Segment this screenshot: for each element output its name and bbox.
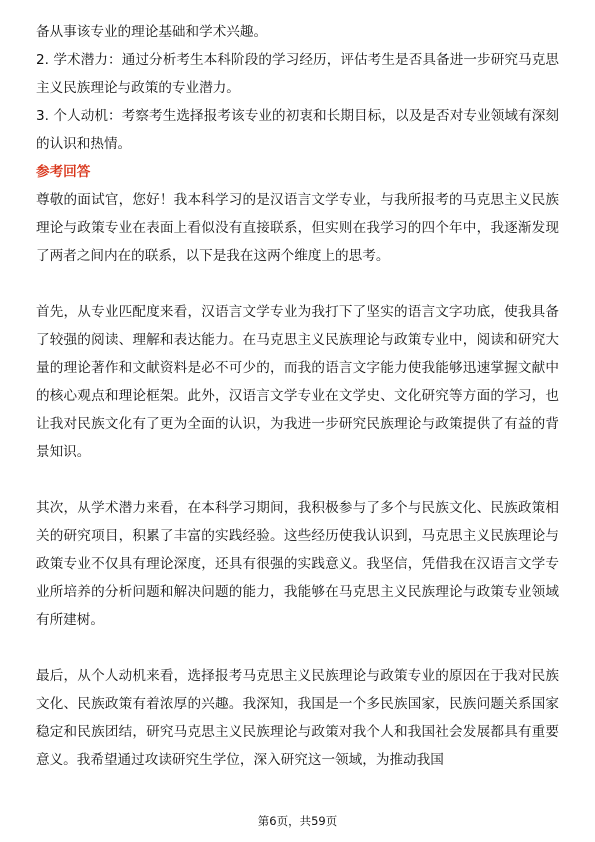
continued-line: 备从事该专业的理论基础和学术兴趣。 bbox=[36, 24, 268, 40]
list-item-academic-potential: 2. 学术潜力：通过分析考生本科阶段的学习经历，评估考生是否具备进一步研究马克思主义民族理论与政策的专业潜力。 bbox=[36, 52, 559, 96]
answer-paragraph-greeting: 尊敬的面试官，您好！我本科学习的是汉语言文学专业，与我所报考的马克思主义民族理论与政策专业在表面上看似没有直接联系，但实则在我学习的四个年中，我逐渐发现了两者之间内在的联系，以下是我在这两个维度上的思考。 bbox=[36, 192, 559, 264]
page-number-footer: 第6页，共59页 bbox=[257, 814, 338, 828]
list-item-personal-motivation: 3. 个人动机：考察考生选择报考该专业的初衷和长期目标，以及是否对专业领域有深刻的认识和热情。 bbox=[36, 108, 559, 152]
document-page bbox=[36, 18, 559, 774]
answer-paragraph-personal-motivation: 最后，从个人动机来看，选择报考马克思主义民族理论与政策专业的原因在于我对民族文化、民族政策有着浓厚的兴趣。我深知，我国是一个多民族国家，民族问题关系国家稳定和民族团结，研究马克思主义民族理论与政策对我个人和我国社会发展都具有重要意义。我希望通过攻读研究生学位，深入研究这一领域，为推动我国 bbox=[36, 668, 559, 768]
reference-answer-heading: 参考回答 bbox=[36, 164, 91, 180]
answer-paragraph-major-match: 首先，从专业匹配度来看，汉语言文学专业为我打下了坚实的语言文字功底，使我具备了较强的阅读、理解和表达能力。在马克思主义民族理论与政策专业中，阅读和研究大量的理论著作和文献资料是必不可少的，而我的语言文字能力使我能够迅速掌握文献中的核心观点和理论框架。此外，汉语言文学专业在文学史、文化研究等方面的学习，也让我对民族文化有了更为全面的认识，为我进一步研究民族理论与政策提供了有益的背景知识。 bbox=[36, 304, 559, 460]
answer-paragraph-academic-potential: 其次，从学术潜力来看，在本科学习期间，我积极参与了多个与民族文化、民族政策相关的研究项目，积累了丰富的实践经验。这些经历使我认识到，马克思主义民族理论与政策专业不仅具有理论深度，还具有很强的实践意义。我坚信，凭借我在汉语言文学专业所培养的分析问题和解决问题的能力，我能够在马克思主义民族理论与政策专业领域有所建树。 bbox=[36, 500, 559, 628]
